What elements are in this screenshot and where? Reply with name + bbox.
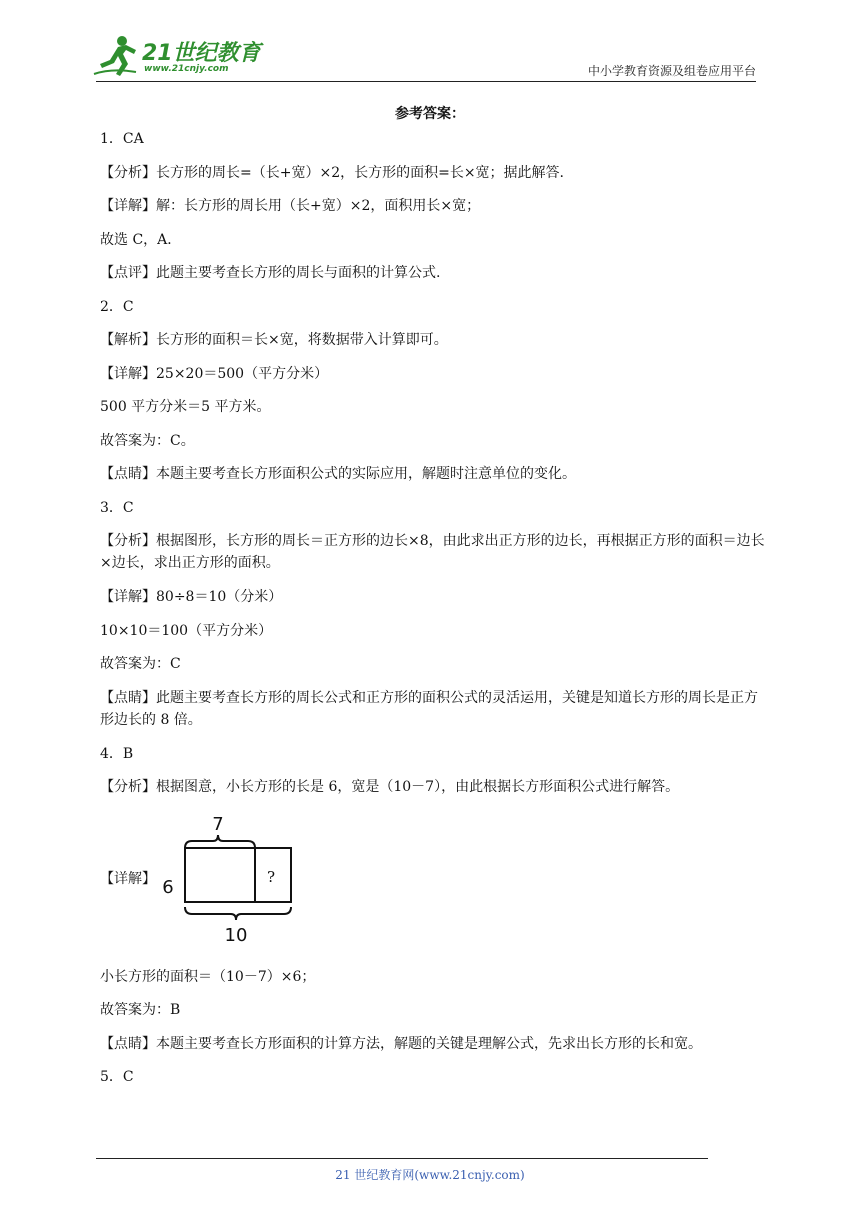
- question-mark: ?: [266, 867, 276, 886]
- answer-line: 【详解】80÷8＝10（分米）: [100, 589, 283, 605]
- answer-line: 【分析】根据图意，小长方形的长是 6，宽是（10－7），由此根据长方形面积公式进行解答。: [100, 779, 680, 795]
- answer-line: 2．C: [100, 298, 134, 315]
- bottom-brace: [185, 907, 291, 920]
- logo-brand-text: 21世纪教育: [142, 41, 261, 66]
- page-title: 参考答案：: [395, 106, 465, 122]
- logo-url-text: www.21cnjy.com: [144, 64, 229, 74]
- answer-line: 【分析】长方形的周长=（长+宽）×2，长方形的面积=长×宽；据此解答.: [100, 164, 565, 181]
- answer-line: 【解析】长方形的面积＝长×宽，将数据带入计算即可。: [100, 332, 448, 348]
- footer-text: 21 世纪教育网(www.21cnjy.com): [335, 1168, 525, 1182]
- answer-line: 故选 C，A．: [100, 231, 182, 248]
- rectangle-diagram: [158, 810, 308, 960]
- answer-line: 【详解】25×20＝500（平方分米）: [100, 365, 329, 382]
- answer-line: 故答案为：C。: [100, 432, 195, 449]
- page-header: [0, 0, 860, 90]
- header-divider: [96, 81, 756, 82]
- answer-line: 3．C: [100, 499, 134, 516]
- header-platform-text: 中小学教育资源及组卷应用平台: [587, 64, 756, 78]
- figure-label: 【详解】: [100, 870, 156, 887]
- answer-line: 小长方形的面积＝（10－7）×6；: [100, 968, 316, 985]
- bottom-number: 10: [224, 924, 248, 946]
- answer-line: 【点评】此题主要考查长方形的周长与面积的计算公式.: [100, 265, 441, 281]
- answer-line: 故答案为：B: [100, 1002, 181, 1018]
- answer-line: 【详解】解：长方形的周长用（长+宽）×2，面积用长×宽；: [100, 198, 481, 214]
- answer-line: 4．B: [100, 745, 134, 762]
- outer-rectangle: [185, 848, 291, 902]
- runner-logo-icon: [92, 34, 142, 80]
- left-number: 6: [162, 876, 174, 898]
- answer-line: 故答案为：C: [100, 656, 181, 672]
- answer-line: 【点睛】此题主要考查长方形的周长公式和正方形的面积公式的灵活运用，关键是知道长方形的周长是正方形边长的 8 倍。: [100, 689, 758, 728]
- answer-content: [100, 128, 770, 1100]
- figure-row: [100, 810, 770, 960]
- answer-line: 【点睛】本题主要考查长方形面积公式的实际应用，解题时注意单位的变化。: [100, 466, 576, 482]
- footer-divider: [96, 1158, 708, 1159]
- answer-line: 【分析】根据图形，长方形的周长＝正方形的边长×8，由此求出正方形的边长，再根据正方形的面积＝边长×边长，求出正方形的面积。: [100, 533, 765, 571]
- answer-line: 【点睛】本题主要考查长方形面积的计算方法，解题的关键是理解公式，先求出长方形的长和宽。: [100, 1035, 702, 1052]
- top-number: 7: [212, 813, 224, 835]
- answer-line: 10×10＝100（平方分米）: [100, 622, 273, 639]
- answer-line: 5．C: [100, 1069, 134, 1085]
- answer-line: 1．CA: [100, 131, 144, 147]
- top-brace: [185, 835, 255, 848]
- answer-line: 500 平方分米＝5 平方米。: [100, 399, 271, 415]
- logo: [92, 34, 262, 80]
